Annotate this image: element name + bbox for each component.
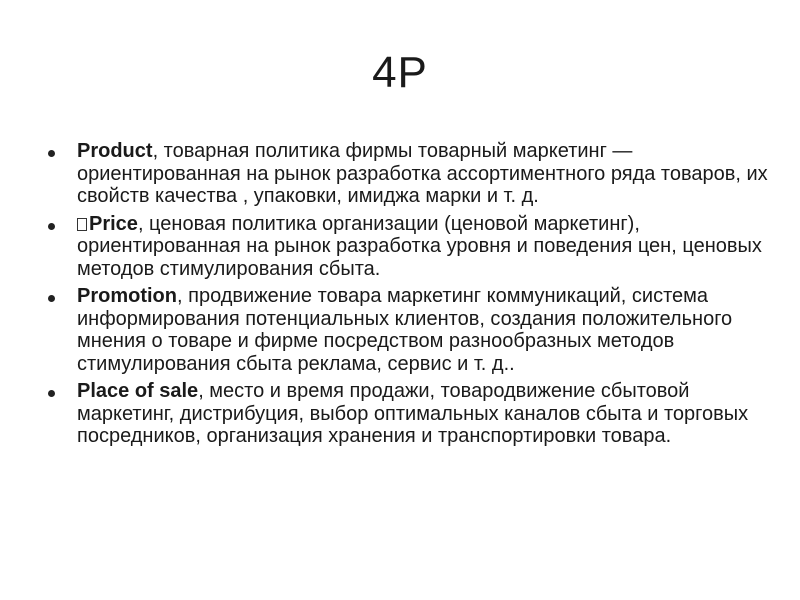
bullet-list — [40, 140, 768, 453]
term-promotion: Promotion — [77, 285, 177, 307]
list-item-product — [40, 140, 768, 208]
bullet-dot-icon — [48, 223, 55, 230]
missing-glyph-box-icon — [77, 218, 87, 231]
term-place-of-sale: Place of sale — [77, 380, 199, 402]
slide-title: 4P — [372, 48, 428, 97]
list-item-price — [40, 213, 768, 281]
description-promotion: , продвижение товара маркетинг коммуникаций, система информирования потенциальных клиентов, создания положительного мнения о товаре и фирме посредством разнообразных методов стимулирования сбыта реклама, сервис и т. д.. — [77, 285, 733, 375]
bullet-dot-icon — [48, 150, 55, 157]
bullet-dot-icon — [48, 295, 55, 302]
description-place-of-sale: , место и время продажи, товародвижение сбытовой маркетинг, дистрибуция, выбор оптимальных каналов сбыта и торговых посредников, организация хранения и транспортировки товара. — [77, 380, 749, 447]
description-product: , товарная политика фирмы товарный маркетинг — ориентированная на рынок разработка ассортиментного ряда товаров, их свойств качества , упаковки, имиджа марки и т. д. — [77, 140, 768, 207]
bullet-dot-icon — [48, 390, 55, 397]
term-product: Product — [77, 140, 153, 162]
description-price: , ценовая политика организации (ценовой маркетинг), ориентированная на рынок разработка уровня и поведения цен, ценовых методов стимулирования сбыта. — [77, 212, 762, 280]
term-price: Price — [89, 212, 138, 235]
list-item-place-of-sale — [40, 380, 768, 448]
list-item-promotion — [40, 285, 768, 375]
